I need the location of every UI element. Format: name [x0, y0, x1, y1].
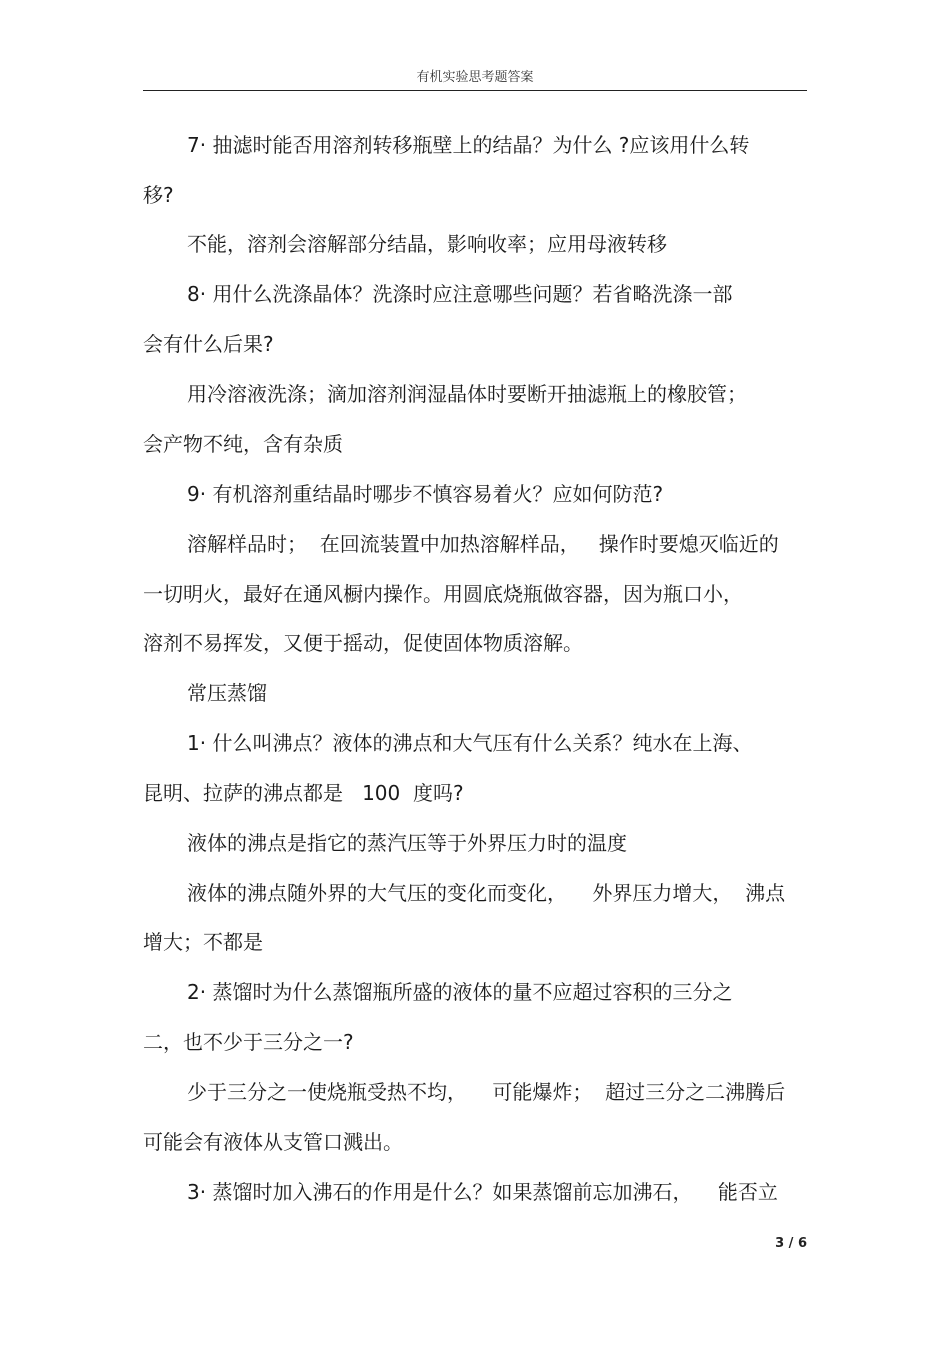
question-9: 9· 有机溶剂重结晶时哪步不慎容易着火？应如何防范?: [187, 482, 664, 506]
answer-2-line-2: 可能会有液体从支管口溅出。: [143, 1130, 403, 1154]
question-7-line-1: 7· 抽滤时能否用溶剂转移瓶壁上的结晶？为什么 ?应该用什么转: [187, 133, 750, 157]
page-header-title: 有机实验思考题答案: [416, 70, 534, 85]
page-number: 3 / 6: [775, 1236, 807, 1251]
answer-9-line-3: 溶剂不易挥发，又便于摇动，促使固体物质溶解。: [143, 631, 583, 655]
question-7-line-2: 移?: [143, 183, 174, 207]
answer-8-line-1: 用冷溶液洗涤；滴加溶剂润湿晶体时要断开抽滤瓶上的橡胶管；: [187, 382, 747, 406]
answer-1-line-2: 液体的沸点随外界的大气压的变化而变化， 外界压力增大， 沸点: [187, 881, 786, 905]
answer-1-line-3: 增大；不都是: [143, 930, 263, 954]
question-1-line-2: 昆明、拉萨的沸点都是 100 度吗?: [143, 781, 464, 805]
answer-9-line-2: 一切明火，最好在通风橱内操作。用圆底烧瓶做容器，因为瓶口小，: [143, 582, 743, 606]
question-8-line-1: 8· 用什么洗涤晶体？洗涤时应注意哪些问题？若省略洗涤一部: [187, 282, 733, 306]
answer-9-line-1: 溶解样品时； 在回流装置中加热溶解样品， 操作时要熄灭临近的: [187, 532, 779, 556]
question-8-line-2: 会有什么后果?: [143, 332, 274, 356]
question-1-line-1: 1· 什么叫沸点？液体的沸点和大气压有什么关系？纯水在上海、: [187, 731, 753, 755]
question-2-line-1: 2· 蒸馏时为什么蒸馏瓶所盛的液体的量不应超过容积的三分之: [187, 980, 733, 1004]
question-3-line-1: 3· 蒸馏时加入沸石的作用是什么？如果蒸馏前忘加沸石， 能否立: [187, 1180, 778, 1204]
answer-7: 不能，溶剂会溶解部分结晶，影响收率；应用母液转移: [187, 232, 667, 256]
answer-2-line-1: 少于三分之一使烧瓶受热不均， 可能爆炸； 超过三分之二沸腾后: [187, 1080, 786, 1104]
answer-8-line-2: 会产物不纯，含有杂质: [143, 432, 343, 456]
section-heading-distillation: 常压蒸馏: [187, 681, 267, 705]
header-divider: [143, 90, 807, 91]
question-2-line-2: 二，也不少于三分之一?: [143, 1030, 354, 1054]
answer-1-line-1: 液体的沸点是指它的蒸汽压等于外界压力时的温度: [187, 831, 627, 855]
